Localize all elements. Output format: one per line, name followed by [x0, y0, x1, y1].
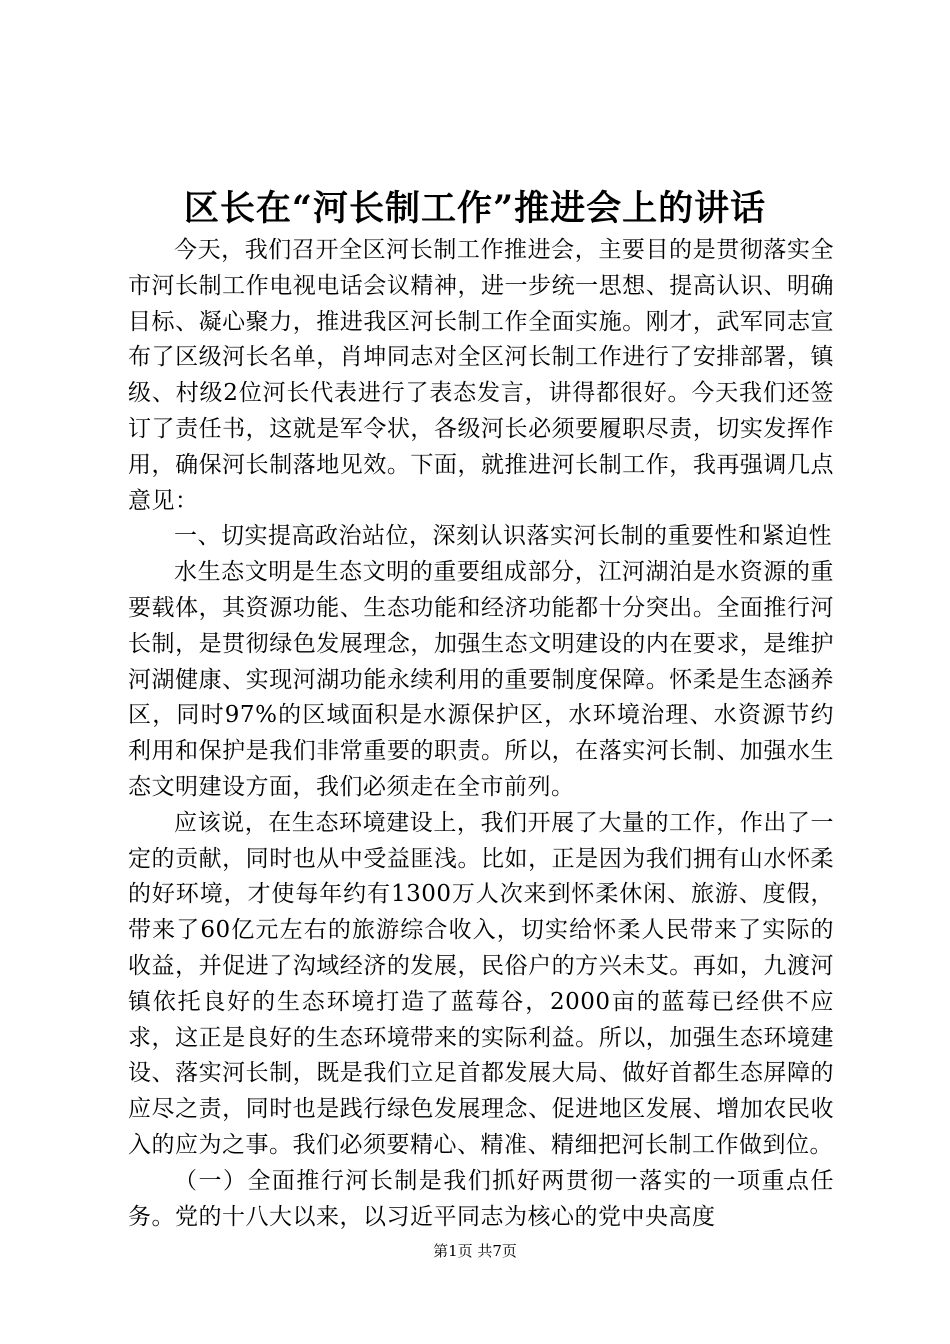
paragraph-water-ecology: 水生态文明是生态文明的重要组成部分，江河湖泊是水资源的重要载体，其资源功能、生态功能和经济功能都十分突出。全面推行河长制，是贯彻绿色发展理念，加强生态文明建设的内在要求，是维护河湖健康、实现河湖功能永续利用的重要制度保障。怀柔是生态涵养区，同时97%的区域面积是水源保护区，水环境治理、水资源节约利用和保护是我们非常重要的职责。所以，在落实河长制、加强水生态文明建设方面，我们必须走在全市前列。 [128, 559, 834, 800]
paragraph-environment-benefits: 应该说，在生态环境建设上，我们开展了大量的工作，作出了一定的贡献，同时也从中受益匪浅。比如，正是因为我们拥有山水怀柔的好环境，才使每年约有1300万人次来到怀柔休闲、旅游、度假，带来了60亿元左右的旅游综合收入，切实给怀柔人民带来了实际的收益，并促进了沟域经济的发展，民俗户的方兴未艾。再如，九渡河镇依托良好的生态环境打造了蓝莓谷，2000亩的蓝莓已经供不应求，这正是良好的生态环境带来的实际利益。所以，加强生态环境建设、落实河长制，既是我们立足首都发展大局、做好首都生态屏障的应尽之责，同时也是践行绿色发展理念、促进地区发展、增加农民收入的应为之事。我们必须要精心、精准、精细把河长制工作做到位。 [128, 809, 834, 1158]
paragraph-intro: 今天，我们召开全区河长制工作推进会，主要目的是贯彻落实全市河长制工作电视电话会议精神，进一步统一思想、提高认识、明确目标、凝心聚力，推进我区河长制工作全面实施。刚才，武军同志宣布了区级河长名单，肖坤同志对全区河长制工作进行了安排部署，镇级、村级2位河长代表进行了表态发言，讲得都很好。今天我们还签订了责任书，这就是军令状，各级河长必须要履职尽责，切实发挥作用，确保河长制落地见效。下面，就推进河长制工作，我再强调几点意见： [128, 237, 834, 514]
section-heading-1: 一、切实提高政治站位，深刻认识落实河长制的重要性和紧迫性 [174, 523, 832, 550]
page-number-footer: 第1页 共7页 [433, 1242, 517, 1260]
document-body [128, 233, 834, 1235]
document-title: 区长在“河长制工作”推进会上的讲话 [183, 188, 767, 229]
paragraph-subsection-1: （一）全面推行河长制是我们抓好两贯彻一落实的一项重点任务。党的十八大以来，以习近平同志为核心的党中央高度 [128, 1167, 834, 1230]
